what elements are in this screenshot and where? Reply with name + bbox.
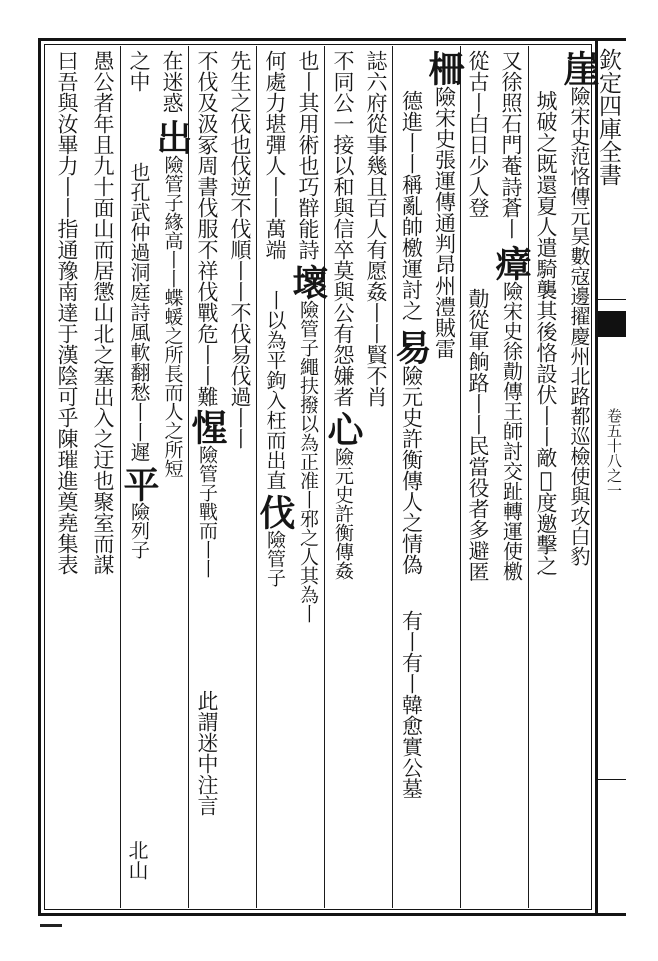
entry-text: 此謂迷中注言 <box>195 690 219 816</box>
entry-text: 在迷惑 <box>160 50 184 113</box>
entry-text: 險宋史徐勣傳王師討交趾轉運使檄 <box>499 281 524 581</box>
entry-text: 又徐照石門菴詩蒼丨 <box>499 50 523 239</box>
entry-text: 何處力堪彈人丨丨萬端 <box>263 50 287 260</box>
text-column <box>423 50 465 906</box>
column-rule <box>256 46 257 908</box>
entry-headword: 出 <box>151 119 193 155</box>
fishtail-mark <box>598 311 626 337</box>
entry-text: 不同公一接以和與信卒莫與公有怨嫌者 <box>331 50 355 407</box>
volume-label: 卷五十八之一 <box>605 408 623 498</box>
entry-headword: 心 <box>322 411 364 447</box>
text-column <box>530 50 562 906</box>
text-column <box>322 50 364 906</box>
entry-headword: 崖 <box>558 50 600 86</box>
entry-text: 險管子 <box>264 530 286 587</box>
text-column <box>224 50 256 906</box>
entry-text: 先生之伐也伐逆不伐順丨丨不伐易伐過丨丨 <box>228 50 252 449</box>
book-title: 欽定四庫全書 <box>595 48 621 186</box>
entry-headword: 伐 <box>254 494 296 530</box>
entry-text: 險元史許衡傳人之情偽 <box>399 365 424 575</box>
text-column <box>151 50 193 906</box>
text-column <box>50 50 84 906</box>
entry-text: 之中 <box>127 50 151 92</box>
text-column <box>360 50 392 906</box>
text-column <box>396 610 426 910</box>
column-rule <box>392 46 393 908</box>
entry-text: 不伐及汲冢周書伐服不祥伐戰危丨丨難 <box>195 50 219 407</box>
margin-rule <box>598 779 626 780</box>
text-column <box>254 50 296 906</box>
entry-text: 從古丨白日少人登 <box>466 50 490 218</box>
entry-text: 城破之既還夏人遣騎襲其後恪設伏丨丨敵𢚩度邀擊之 <box>534 90 558 576</box>
entry-headword: 惺 <box>186 409 228 445</box>
text-column <box>462 50 494 906</box>
entry-text: 險宋史范恪傳元昊數寇邊擢慶州北路都巡檢使與攻白豹 <box>567 86 591 566</box>
entry-text: 丨以為平鉤入枉而出直 <box>263 290 287 490</box>
column-rule <box>528 46 529 908</box>
entry-headword: 平 <box>118 466 160 502</box>
column-rule <box>324 46 325 908</box>
entry-text: 也孔武仲過洞庭詩風軟翻愁丨丨遲 <box>127 162 151 462</box>
margin-rule <box>598 299 626 300</box>
entry-text: 險元史許衡傳姦 <box>332 447 354 580</box>
text-column <box>558 50 600 906</box>
entry-headword: 壞 <box>287 264 329 300</box>
text-column <box>118 50 160 906</box>
entry-text: 德進丨丨稱亂帥檄運討之 <box>399 90 424 321</box>
text-column <box>490 50 532 906</box>
scan-mark <box>40 924 62 927</box>
entry-text: 有丨有丨韓愈實公墓 <box>399 610 424 799</box>
entry-text: 險管子緣高丨丨蝶蝯之所長而人之所短 <box>161 155 184 478</box>
entry-headword: 柵 <box>423 50 465 86</box>
entry-text: 也丨其用術也巧辥能詩 <box>296 50 320 260</box>
entry-text: 北山 <box>125 840 149 880</box>
entry-text: 愚公者年且九十面山而居懲山北之塞出入之迂也聚室而謀 <box>91 50 115 575</box>
entry-text: 誌六府從事幾且百人有愿姦丨丨賢不肖 <box>364 50 388 407</box>
entry-text: 曰吾與汝畢力丨丨指通豫南達于漢陰可乎陳璀進奠堯集表 <box>55 50 79 575</box>
column-rule <box>188 46 189 908</box>
entry-text: 險管子戰而丨丨 <box>196 445 218 578</box>
text-column <box>287 50 329 906</box>
text-column <box>192 690 222 910</box>
text-column <box>86 50 120 906</box>
column-rule <box>460 46 461 908</box>
entry-text: 險宋史張運傳通判昂州澧賊雷 <box>432 86 457 359</box>
text-column <box>122 840 152 910</box>
entry-headword: 易 <box>390 329 432 365</box>
entry-text: 險管子繩扶撥以為正准丨邪之人其為丨 <box>297 300 319 623</box>
entry-text: 險列子 <box>128 502 150 559</box>
entry-text: 勣從軍餉路丨丨民當役者多避匿 <box>466 288 490 582</box>
entry-headword: 瘴 <box>490 245 532 281</box>
